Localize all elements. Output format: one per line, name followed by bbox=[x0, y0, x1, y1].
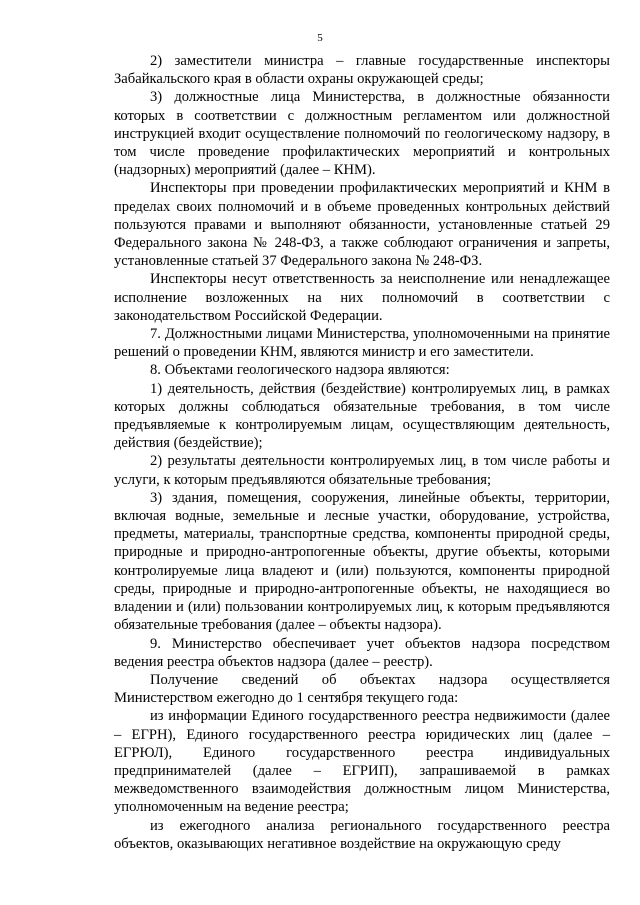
paragraph-object-3: 3) здания, помещения, сооружения, линейные объекты, территории, включая водные, земельные и лесные участки, оборудование, устройства, предметы, материалы, транспортные средства, компоненты природной среды, природные и природно-антропогенные объекты, другие объекты, которыми контролируемые лица владеют и (или) пользуются, компоненты природной среды, природные и природно-антропогенные объекты, не находящиеся во владении и (или) пользовании контролируемых лиц, к которым предъявляются обязательные требования (далее – объекты надзора). bbox=[114, 489, 610, 634]
paragraph-inspector-rights: Инспекторы при проведении профилактических мероприятий и КНМ в пределах своих полномочий и в объеме проведенных контрольных действий пользуются правами и выполняют обязанности, установленные статьей 29 Федерального закона № 248-ФЗ, а также соблюдают ограничения и запреты, установленные статьей 37 Федерального закона № 248-ФЗ. bbox=[114, 180, 610, 270]
paragraph-item-7: 7. Должностными лицами Министерства, уполномоченными на принятие решений о проведении КНМ, являются министр и его заместители. bbox=[114, 326, 610, 361]
paragraph-egrn: из информации Единого государственного реестра недвижимости (далее – ЕГРН), Единого государственного реестра юридических лиц (далее – ЕГРЮЛ), Единого государственного реестра индивидуальных предпринимателей (далее – ЕГРИП), запрашиваемой в рамках межведомственного взаимодействия должностным лицом Министерства, уполномоченным на ведение реестра; bbox=[114, 708, 610, 816]
paragraph-item-9: 9. Министерство обеспечивает учет объектов надзора посредством ведения реестра объектов надзора (далее – реестр). bbox=[114, 635, 610, 670]
paragraph-officials: 3) должностные лица Министерства, в должностные обязанности которых в соответствии с должностным регламентом или должностной инструкцией входит осуществление полномочий по геологическому надзору, в том числе проведение профилактических мероприятий и контрольных (надзорных) мероприятий (далее – КНМ). bbox=[114, 89, 610, 179]
paragraph-receiving-info: Получение сведений об объектах надзора осуществляется Министерством ежегодно до 1 сентября текущего года: bbox=[114, 671, 610, 707]
paragraph-inspector-responsibility: Инспекторы несут ответственность за неисполнение или ненадлежащее исполнение возложенных на них полномочий в соответствии с законодательством Российской Федерации. bbox=[114, 271, 610, 324]
paragraph-deputy-ministers: 2) заместители министра – главные государственные инспекторы Забайкальского края в области охраны окружающей среды; bbox=[114, 53, 610, 88]
paragraph-object-1: 1) деятельность, действия (бездействие) контролируемых лиц, в рамках которых должны соблюдаться обязательные требования, в том числе предъявляемые к контролируемым лицам, осуществляющим деятельность, действия (бездействие); bbox=[114, 380, 610, 452]
paragraph-item-8: 8. Объектами геологического надзора являются: bbox=[150, 362, 450, 379]
document-body bbox=[114, 52, 610, 853]
paragraph-annual-analysis: из ежегодного анализа регионального государственного реестра объектов, оказывающих негативное воздействие на окружающую среду bbox=[114, 817, 610, 852]
page-number: 5 bbox=[317, 32, 323, 44]
paragraph-object-2: 2) результаты деятельности контролируемых лиц, в том числе работы и услуги, к которым предъявляются обязательные требования; bbox=[114, 453, 610, 488]
